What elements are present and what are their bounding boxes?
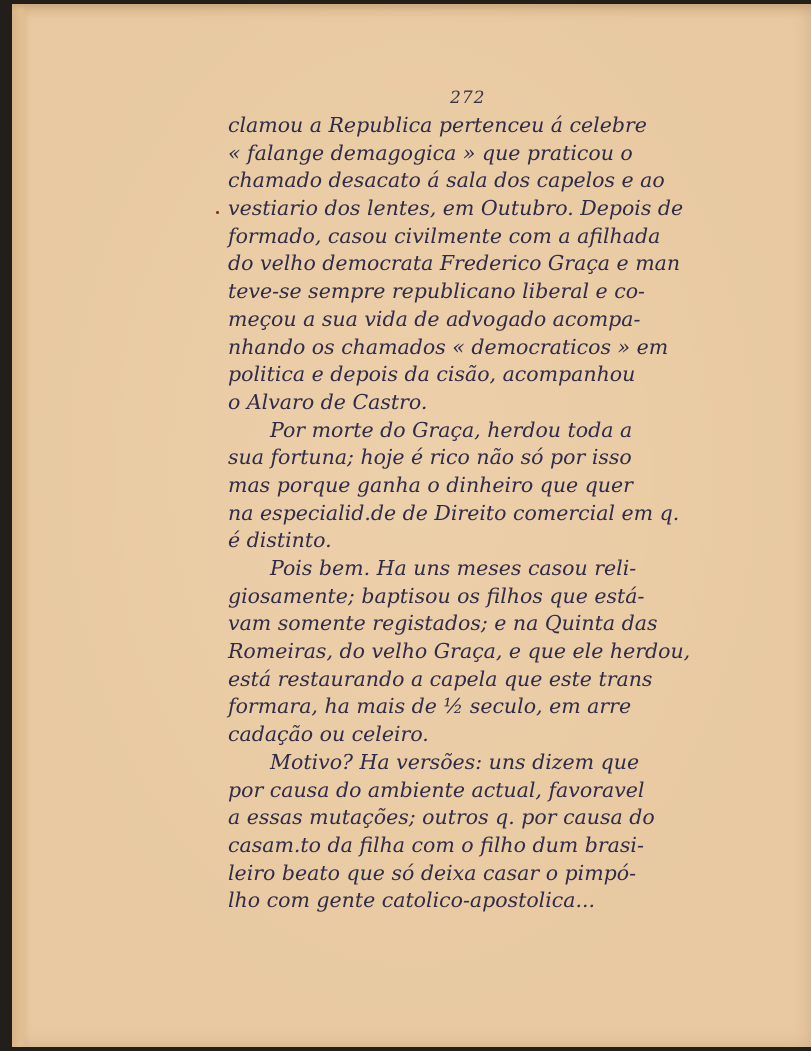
text-line: formado, casou civilmente com a afilhada [228,223,661,248]
text-line: Motivo? Ha versões: uns dizem que [270,749,640,774]
ink-dot [216,211,219,214]
text-line: Romeiras, do velho Graça, e que ele herdou, [228,639,691,664]
text-line: chamado desacato á sala dos capelos e ao [228,168,665,193]
text-line: giosamente; baptisou os filhos que está- [228,583,645,608]
handwritten-text [228,112,708,915]
text-line: nhando os chamados « democraticos » em [228,334,669,359]
text-line: é distinto. [228,528,332,553]
text-line: lho com gente catolico-apostolica... [228,888,596,913]
text-line: teve-se sempre republicano liberal e co- [228,279,645,304]
text-line: está restaurando a capela que este trans [228,666,653,691]
text-line: Pois bem. Ha uns meses casou reli- [270,556,637,580]
text-line: meçou a sua vida de advogado acompa- [228,306,641,331]
text-line: casam.to da filha com o filho dum brasi- [228,832,644,857]
page-left-edge [12,4,28,1047]
text-line: por causa do ambiente actual, favoravel [228,777,645,802]
text-line: leiro beato que só deixa casar o pimpó- [228,860,637,885]
text-line: o Alvaro de Castro. [228,389,428,414]
text-line: mas porque ganha o dinheiro que quer [228,472,633,497]
text-line: cadação ou celeiro. [228,722,429,747]
page-number: 272 [450,88,486,108]
text-line: vam somente registados; e na Quinta das [228,611,658,636]
text-line: « falange demagogica » que praticou o [228,140,633,165]
text-line: sua fortuna; hoje é rico não só por isso [228,445,632,470]
text-line: vestiario dos lentes, em Outubro. Depois de [228,196,684,221]
text-line: politica e depois da cisão, acompanhou [228,362,636,387]
text-line: na especialid.de de Direito comercial em q. [228,500,680,525]
text-line: a essas mutações; outros q. por causa do [228,805,655,830]
text-line: clamou a Republica pertenceu á celebre [228,113,647,137]
text-line: Por morte do Graça, herdou toda a [270,417,633,442]
page-top-edge [12,4,811,10]
text-line: do velho democrata Frederico Graça e man [228,251,681,276]
text-line: formara, ha mais de ½ seculo, em arre [228,694,632,719]
